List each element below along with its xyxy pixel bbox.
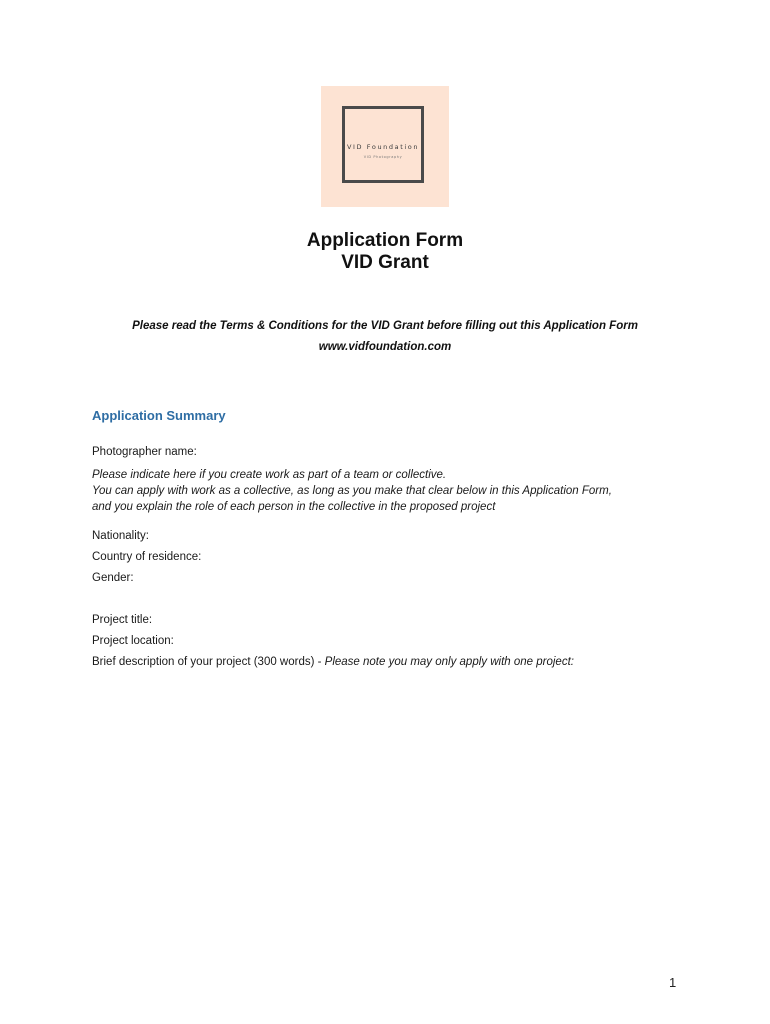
page-title: Application Form bbox=[306, 230, 464, 251]
project-location-field[interactable]: Project location: bbox=[92, 635, 174, 647]
terms-notice: Please read the Terms & Conditions for the VID Grant before filling out this Application Form bbox=[132, 320, 638, 332]
website-link[interactable]: www.vidfoundation.com bbox=[318, 341, 452, 353]
photographer-name-field[interactable]: Photographer name: bbox=[92, 446, 197, 458]
project-description-label: Brief description of your project (300 words) - bbox=[92, 656, 325, 668]
team-note-line-3: and you explain the role of each person in the collective in the proposed project bbox=[92, 501, 496, 513]
gender-field[interactable]: Gender: bbox=[92, 572, 134, 584]
section-heading-application-summary: Application Summary bbox=[92, 408, 226, 423]
country-of-residence-field[interactable]: Country of residence: bbox=[92, 551, 202, 563]
logo-name: VID Foundation bbox=[346, 143, 420, 151]
project-title-field[interactable]: Project title: bbox=[92, 614, 153, 626]
page-subtitle: VID Grant bbox=[341, 252, 429, 273]
team-note-line-1: Please indicate here if you create work as part of a team or collective. bbox=[92, 469, 447, 481]
logo-tagline: VID Photography bbox=[363, 155, 403, 159]
nationality-field[interactable]: Nationality: bbox=[92, 530, 149, 542]
project-description-note: Please note you may only apply with one project: bbox=[324, 656, 574, 668]
team-note-line-2: You can apply with work as a collective, as long as you make that clear below in this Application Form, bbox=[92, 485, 612, 497]
logo-frame bbox=[342, 106, 424, 183]
logo bbox=[321, 86, 449, 207]
page-number: 1 bbox=[669, 975, 677, 990]
project-description-field[interactable] bbox=[92, 656, 574, 668]
